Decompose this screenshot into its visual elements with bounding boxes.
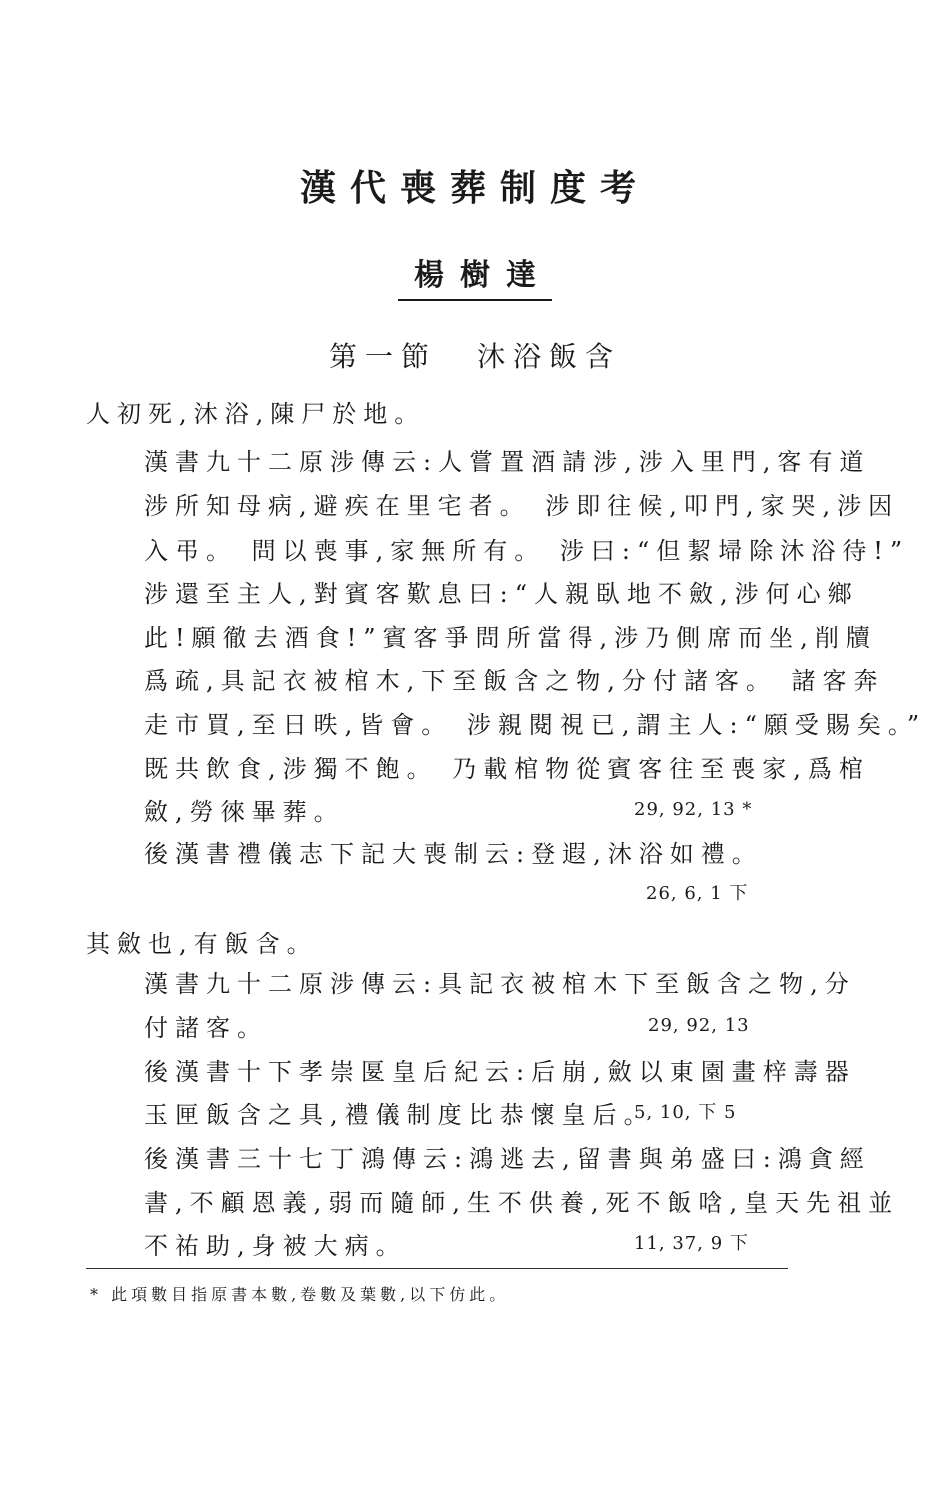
text-line: 走市買,至日昳,皆會。 涉親閱視已,謂主人:“願受賜矣。” [144,711,927,739]
text-line: 後漢書禮儀志下記大喪制云:登遐,沐浴如禮。 [144,840,763,868]
source-reference: 29, 92, 13 [648,1015,750,1036]
text-line: 既共飲食,涉獨不飽。 乃載棺物從賓客往至喪家,爲棺 [144,755,870,783]
source-reference: 26, 6, 1 下 [646,883,749,904]
text-line: 玉匣飯含之具,禮儀制度比恭懷皇后。 [144,1101,655,1129]
text-line: 付諸客。 [144,1014,268,1042]
text-line: 涉所知母病,避疾在里宅者。 涉即往候,叩門,家哭,涉因 [144,492,900,520]
text-line: 不祐助,身被大病。 [144,1232,407,1260]
text-line: 此!願徹去酒食!”賓客爭問所當得,涉乃側席而坐,削牘 [144,624,877,652]
section-name: 沐浴飯含 [477,340,622,373]
text-line: 後漢書十下孝崇匽皇后紀云:后崩,斂以東園畫梓壽器 [144,1058,856,1086]
footnote-divider [86,1268,788,1269]
section-number: 第一節 [328,340,437,373]
page-title: 漢代喪葬制度考 [299,167,650,209]
source-reference: 29, 92, 13 * [634,799,753,820]
text-line: 漢書九十二原涉傳云:人嘗置酒請涉,涉入里門,客有道 [144,448,871,476]
text-line: 其斂也,有飯含。 [86,930,318,958]
text-line: 人初死,沐浴,陳尸於地。 [86,400,426,428]
text-line: 後漢書三十七丁鴻傳云:鴻逃去,留書與弟盛曰:鴻貪經 [144,1145,871,1173]
text-line: 涉還至主人,對賓客歎息曰:“人親臥地不斂,涉何心鄉 [144,580,859,608]
text-line: 斂,勞徠畢葬。 [144,798,345,826]
text-line: 漢書九十二原涉傳云:具記衣被棺木下至飯含之物,分 [144,970,856,998]
author-name: 楊樹達 [0,250,950,294]
text-line: 爲疏,具記衣被棺木,下至飯含之物,分付諸客。 諸客奔 [144,667,885,695]
footnote: * 此項數目指原書本數,卷數及葉數,以下仿此。 [90,1285,510,1304]
text-line: 書,不顧恩義,弱而隨師,生不供養,死不飯唅,皇天先祖並 [144,1189,900,1217]
text-line: 入弔。 問以喪事,家無所有。 涉曰:“但絜埽除沐浴待!” [144,537,910,565]
source-reference: 11, 37, 9 下 [634,1233,749,1254]
source-reference: 5, 10, 下 5 [634,1102,737,1123]
section-heading [0,335,950,375]
